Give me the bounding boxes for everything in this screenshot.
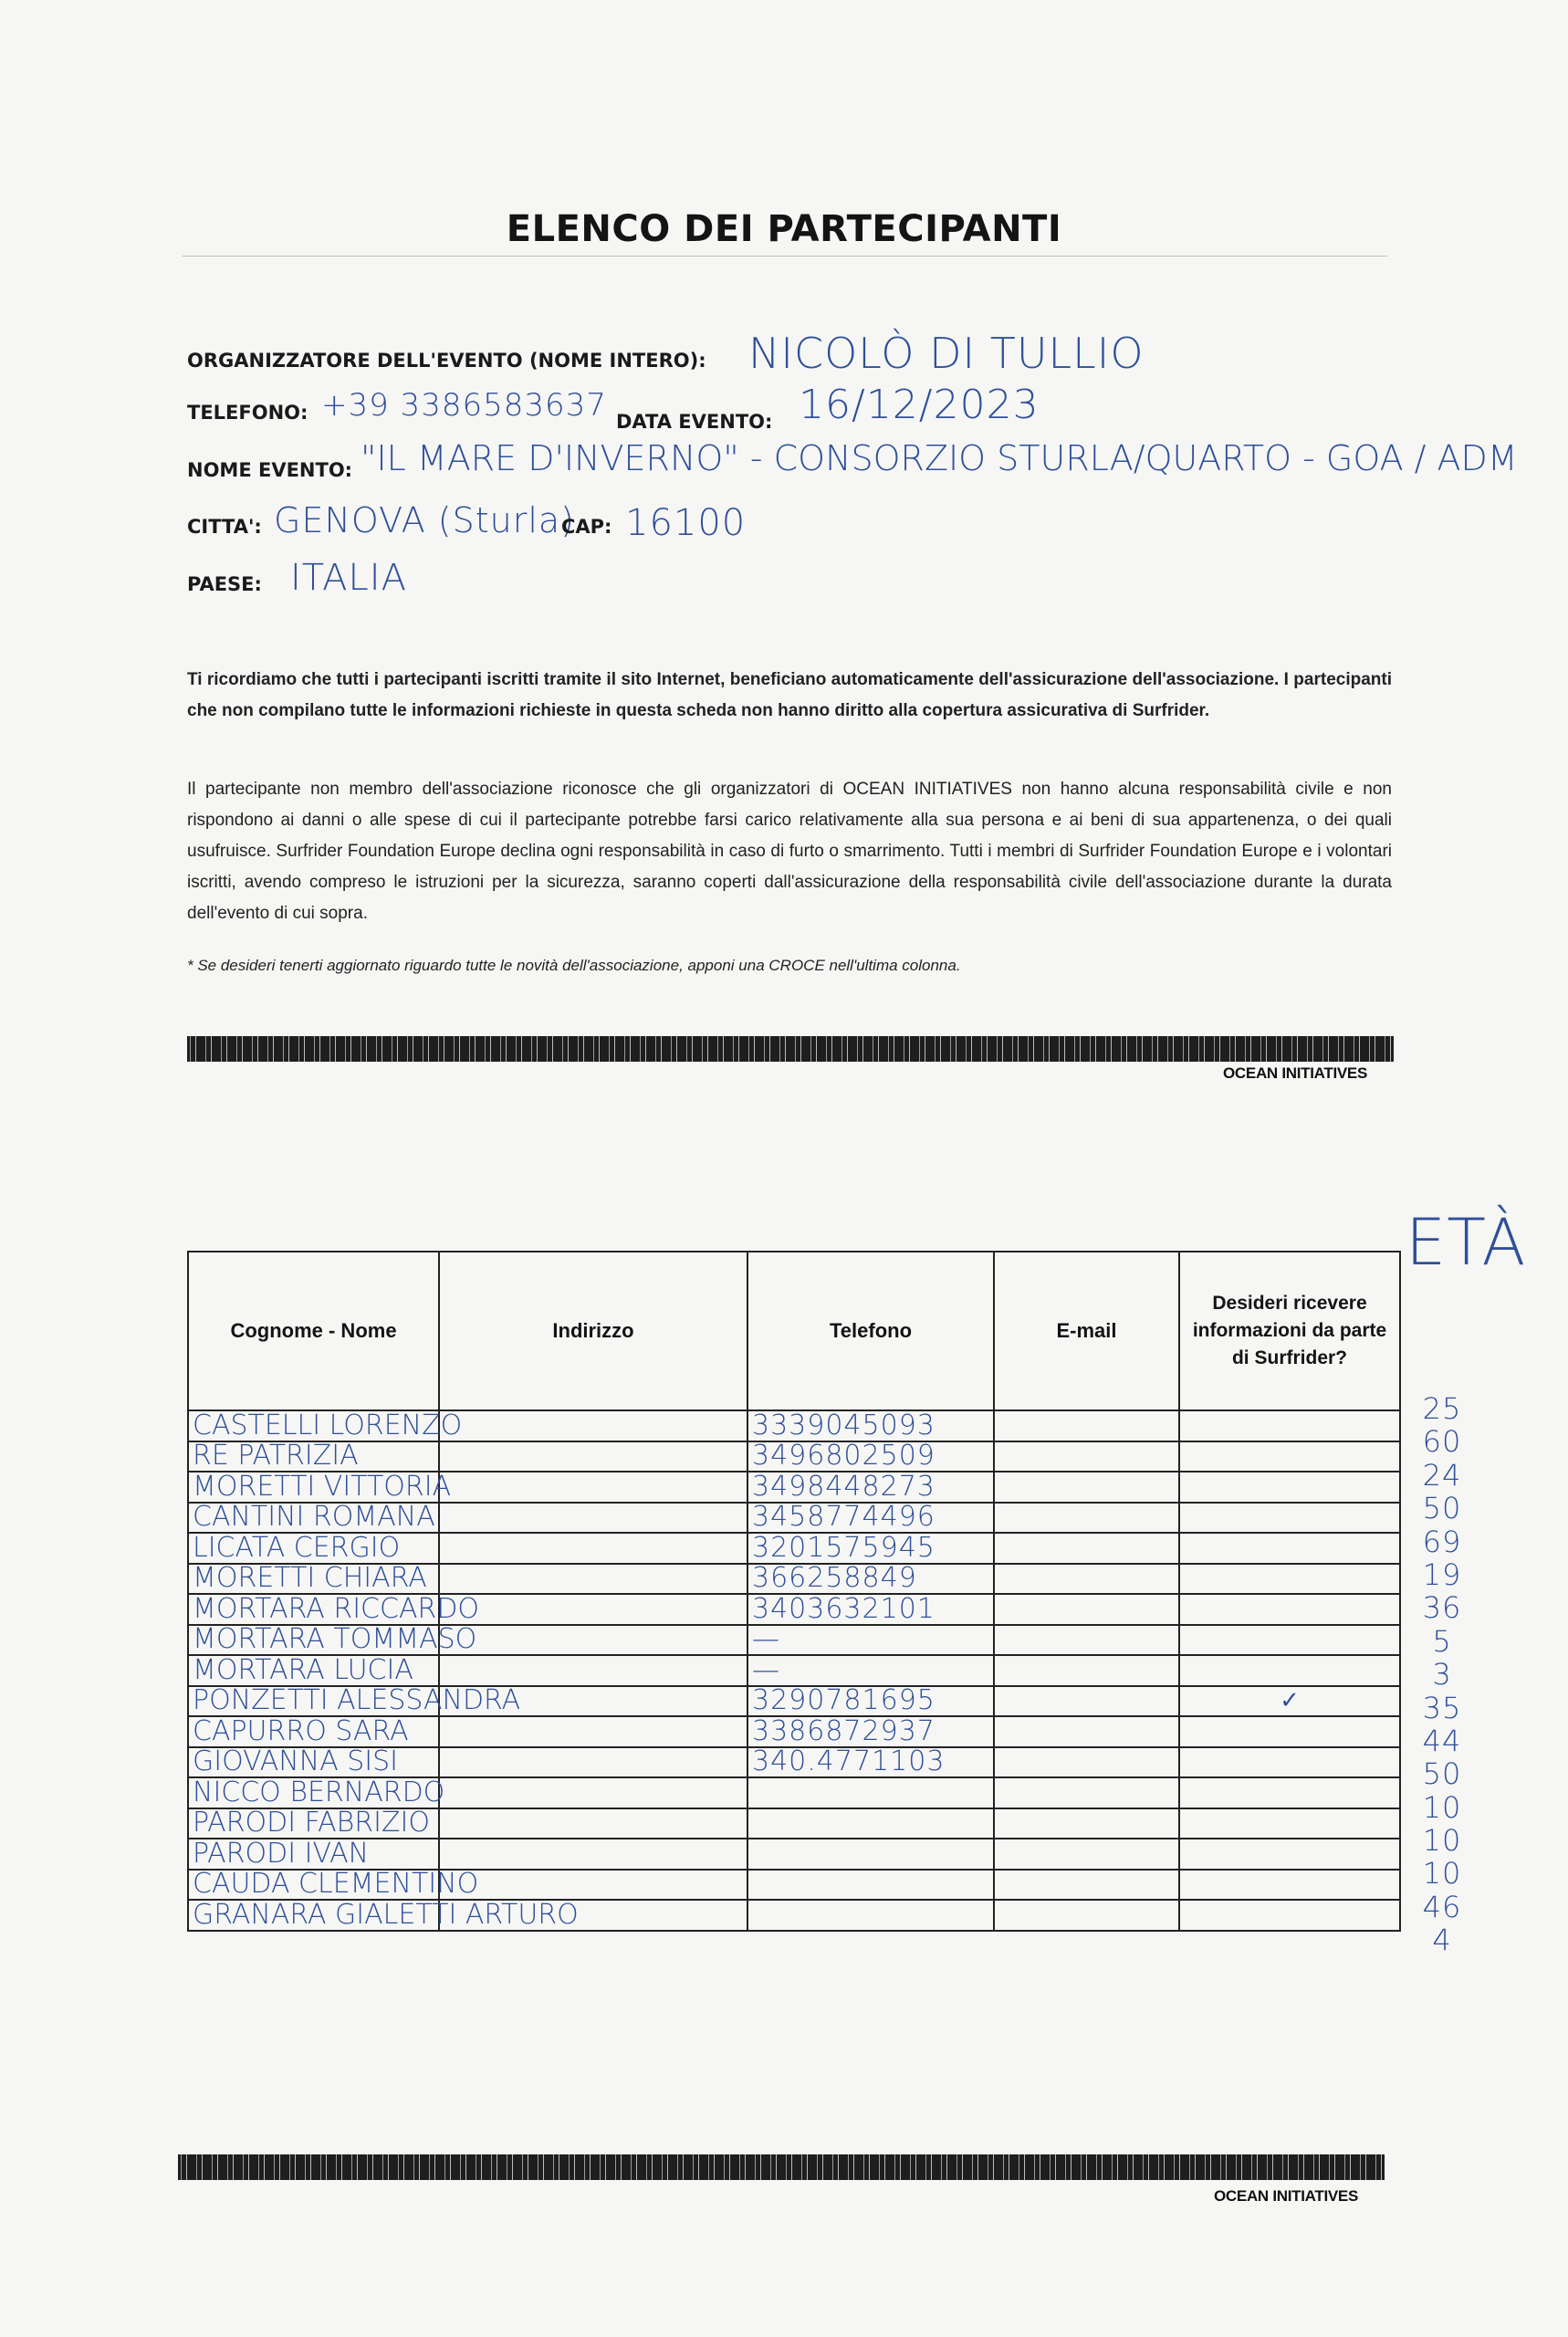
cell-address (439, 1594, 747, 1625)
page-title: ELENCO DEI PARTECIPANTI (506, 208, 1062, 250)
cell-email (994, 1441, 1179, 1472)
cell-newsletter (1179, 1594, 1400, 1625)
cell-newsletter (1179, 1441, 1400, 1472)
cell-phone (747, 1870, 994, 1901)
cell-name: MORTARA TOMMASO (188, 1625, 439, 1656)
date-value: 16/12/2023 (799, 382, 1040, 428)
cell-phone: 3339045093 (747, 1410, 994, 1441)
table-row (188, 1808, 1400, 1839)
cell-name: MORETTI CHIARA (188, 1564, 439, 1595)
age-value: 10 (1422, 1856, 1462, 1892)
age-value: 36 (1422, 1590, 1462, 1626)
cell-phone: 3386872937 (747, 1716, 994, 1747)
cell-phone: — (747, 1625, 994, 1656)
table-row (188, 1716, 1400, 1747)
cell-address (439, 1410, 747, 1441)
cell-email (994, 1625, 1179, 1656)
cell-newsletter (1179, 1533, 1400, 1564)
cell-name: PARODI FABRIZIO (188, 1808, 439, 1839)
cell-name: NICCO BERNARDO (188, 1777, 439, 1808)
cap-label: CAP: (561, 516, 612, 538)
table-row (188, 1503, 1400, 1534)
cell-email (994, 1594, 1179, 1625)
header-phone: Telefono (747, 1252, 994, 1410)
age-value: 24 (1422, 1457, 1462, 1493)
header-name: Cognome - Nome (188, 1252, 439, 1410)
cell-address (439, 1777, 747, 1808)
cell-email (994, 1870, 1179, 1901)
cell-phone: 3458774496 (747, 1503, 994, 1534)
cell-newsletter (1179, 1625, 1400, 1656)
cell-name: RE PATRIZIA (188, 1441, 439, 1472)
age-value: 35 (1422, 1690, 1462, 1725)
date-label: DATA EVENTO: (616, 411, 773, 433)
cell-newsletter (1179, 1472, 1400, 1503)
cell-name: LICATA CERGIO (188, 1533, 439, 1564)
table-row (188, 1410, 1400, 1441)
cell-email (994, 1777, 1179, 1808)
cell-phone: 366258849 (747, 1564, 994, 1595)
phone-value: +39 3386583637 (321, 387, 607, 424)
cell-email (994, 1410, 1179, 1441)
table-row (188, 1686, 1400, 1717)
table-row (188, 1625, 1400, 1656)
barcode-bar-top (187, 1036, 1394, 1062)
cell-newsletter (1179, 1870, 1400, 1901)
cell-address (439, 1870, 747, 1901)
table-row (188, 1441, 1400, 1472)
age-value: 60 (1422, 1424, 1462, 1460)
newsletter-note: * Se desideri tenerti aggiornato riguardo tutte le novità dell'associazione, apponi una CROCE nell'ultima colonna. (187, 957, 961, 974)
cell-email (994, 1503, 1179, 1534)
age-value: 10 (1422, 1789, 1462, 1825)
organizer-label: ORGANIZZATORE DELL'EVENTO (NOME INTERO): (187, 350, 706, 372)
participants-table (187, 1251, 1401, 1932)
organizer-value: NICOLÒ DI TULLIO (748, 329, 1145, 378)
title-divider (183, 256, 1387, 257)
cell-phone: 3496802509 (747, 1441, 994, 1472)
cell-newsletter (1179, 1716, 1400, 1747)
table-row (188, 1564, 1400, 1595)
table-row (188, 1472, 1400, 1503)
cell-email (994, 1686, 1179, 1717)
table-row (188, 1900, 1400, 1931)
cell-email (994, 1564, 1179, 1595)
cell-name: MORTARA RICCARDO (188, 1594, 439, 1625)
cell-newsletter: ✓ (1179, 1686, 1400, 1717)
cell-address (439, 1625, 747, 1656)
cell-newsletter (1179, 1747, 1400, 1778)
table-row (188, 1747, 1400, 1778)
table-row (188, 1655, 1400, 1686)
cell-address (439, 1655, 747, 1686)
table-row (188, 1870, 1400, 1901)
cell-phone: 340.4771103 (747, 1747, 994, 1778)
age-value: 46 (1422, 1889, 1462, 1924)
cell-phone (747, 1808, 994, 1839)
liability-notice: Il partecipante non membro dell'associazione riconosce che gli organizzatori di OCEAN INITIATIVES non hanno alcuna responsabilità civile e non rispondono ai danni o alle spese di cui il partecipante potrebbe farsi carico relativamente alla sua persona e ai beni di sua appartenenza, o dei quali usufruisce. Surfrider Foundation Europe declina ogni responsabilità in caso di furto o smarrimento. Tutti i membri di Surfrider Foundation Europe e i volontari iscritti, avendo compreso le istruzioni per la sicurezza, saranno coperti dall'assicurazione della responsabilità civile dell'associazione durante la durata dell'evento di cui sopra. (187, 780, 1392, 923)
cell-newsletter (1179, 1808, 1400, 1839)
cell-address (439, 1472, 747, 1503)
table-header-row (188, 1252, 1400, 1410)
cell-name: CANTINI ROMANA (188, 1503, 439, 1534)
cell-newsletter (1179, 1503, 1400, 1534)
age-value: 19 (1422, 1556, 1462, 1592)
cell-email (994, 1533, 1179, 1564)
cell-name: CASTELLI LORENZO (188, 1410, 439, 1441)
cell-newsletter (1179, 1410, 1400, 1441)
age-value: 4 (1432, 1923, 1452, 1958)
event-name-label: NOME EVENTO: (187, 459, 353, 481)
age-value: 69 (1422, 1524, 1462, 1559)
cell-phone: 3290781695 (747, 1686, 994, 1717)
cell-newsletter (1179, 1777, 1400, 1808)
header-email: E-mail (994, 1252, 1179, 1410)
cell-name: CAPURRO SARA (188, 1716, 439, 1747)
cell-name: GRANARA GIALETTI ARTURO (188, 1900, 439, 1931)
cell-name: MORETTI VITTORIA (188, 1472, 439, 1503)
cell-phone: 3201575945 (747, 1533, 994, 1564)
cell-address (439, 1808, 747, 1839)
cell-email (994, 1472, 1179, 1503)
age-value: 5 (1432, 1623, 1452, 1659)
event-name-value: "IL MARE D'INVERNO" - CONSORZIO STURLA/QUARTO - GOA / ADM (361, 438, 1518, 478)
barcode-bar-bottom (178, 2154, 1385, 2180)
cell-phone: 3498448273 (747, 1472, 994, 1503)
footer-label-bottom: OCEAN INITIATIVES (1214, 2187, 1358, 2205)
age-value: 10 (1422, 1823, 1462, 1859)
cell-email (994, 1808, 1179, 1839)
cell-name: PARODI IVAN (188, 1839, 439, 1870)
cell-email (994, 1655, 1179, 1686)
table-row (188, 1594, 1400, 1625)
age-header: ETÀ (1406, 1205, 1527, 1280)
insurance-notice: Ti ricordiamo che tutti i partecipanti iscritti tramite il sito Internet, beneficiano automaticamente dell'assicurazione dell'associazione. I partecipanti che non compilano tutte le informazioni richieste in questa scheda non hanno diritto alla copertura assicurativa di Surfrider. (187, 670, 1392, 720)
cell-address (439, 1503, 747, 1534)
cell-phone (747, 1839, 994, 1870)
header-address: Indirizzo (439, 1252, 747, 1410)
cell-address (439, 1716, 747, 1747)
age-value: 25 (1422, 1391, 1462, 1426)
table-row (188, 1777, 1400, 1808)
cell-address (439, 1747, 747, 1778)
cell-email (994, 1716, 1179, 1747)
age-value: 50 (1422, 1491, 1462, 1526)
cell-email (994, 1900, 1179, 1931)
cell-address (439, 1533, 747, 1564)
cap-value: 16100 (625, 502, 747, 544)
table-row (188, 1839, 1400, 1870)
cell-phone (747, 1900, 994, 1931)
cell-name: PONZETTI ALESSANDRA (188, 1686, 439, 1717)
cell-newsletter (1179, 1655, 1400, 1686)
city-value: GENOVA (Sturla) (274, 500, 575, 540)
cell-phone: 3403632101 (747, 1594, 994, 1625)
age-value: 50 (1422, 1756, 1462, 1792)
cell-email (994, 1839, 1179, 1870)
cell-name: MORTARA LUCIA (188, 1655, 439, 1686)
city-label: CITTA': (187, 516, 262, 538)
footer-label-top: OCEAN INITIATIVES (1223, 1064, 1367, 1082)
cell-address (439, 1839, 747, 1870)
age-column (1396, 1392, 1488, 1957)
header-newsletter: Desideri ricevere informazioni da parte di Surfrider? (1179, 1252, 1400, 1410)
cell-newsletter (1179, 1900, 1400, 1931)
cell-name: GIOVANNA SISI (188, 1747, 439, 1778)
age-value: 3 (1432, 1657, 1452, 1692)
cell-address (439, 1564, 747, 1595)
country-label: PAESE: (187, 573, 262, 595)
cell-phone (747, 1777, 994, 1808)
country-value: ITALIA (290, 557, 407, 599)
cell-name: CAUDA CLEMENTINO (188, 1870, 439, 1901)
cell-email (994, 1747, 1179, 1778)
cell-newsletter (1179, 1564, 1400, 1595)
phone-label: TELEFONO: (187, 402, 308, 424)
cell-newsletter (1179, 1839, 1400, 1870)
age-value: 44 (1422, 1723, 1462, 1758)
cell-address (439, 1441, 747, 1472)
cell-phone: — (747, 1655, 994, 1686)
table-row (188, 1533, 1400, 1564)
